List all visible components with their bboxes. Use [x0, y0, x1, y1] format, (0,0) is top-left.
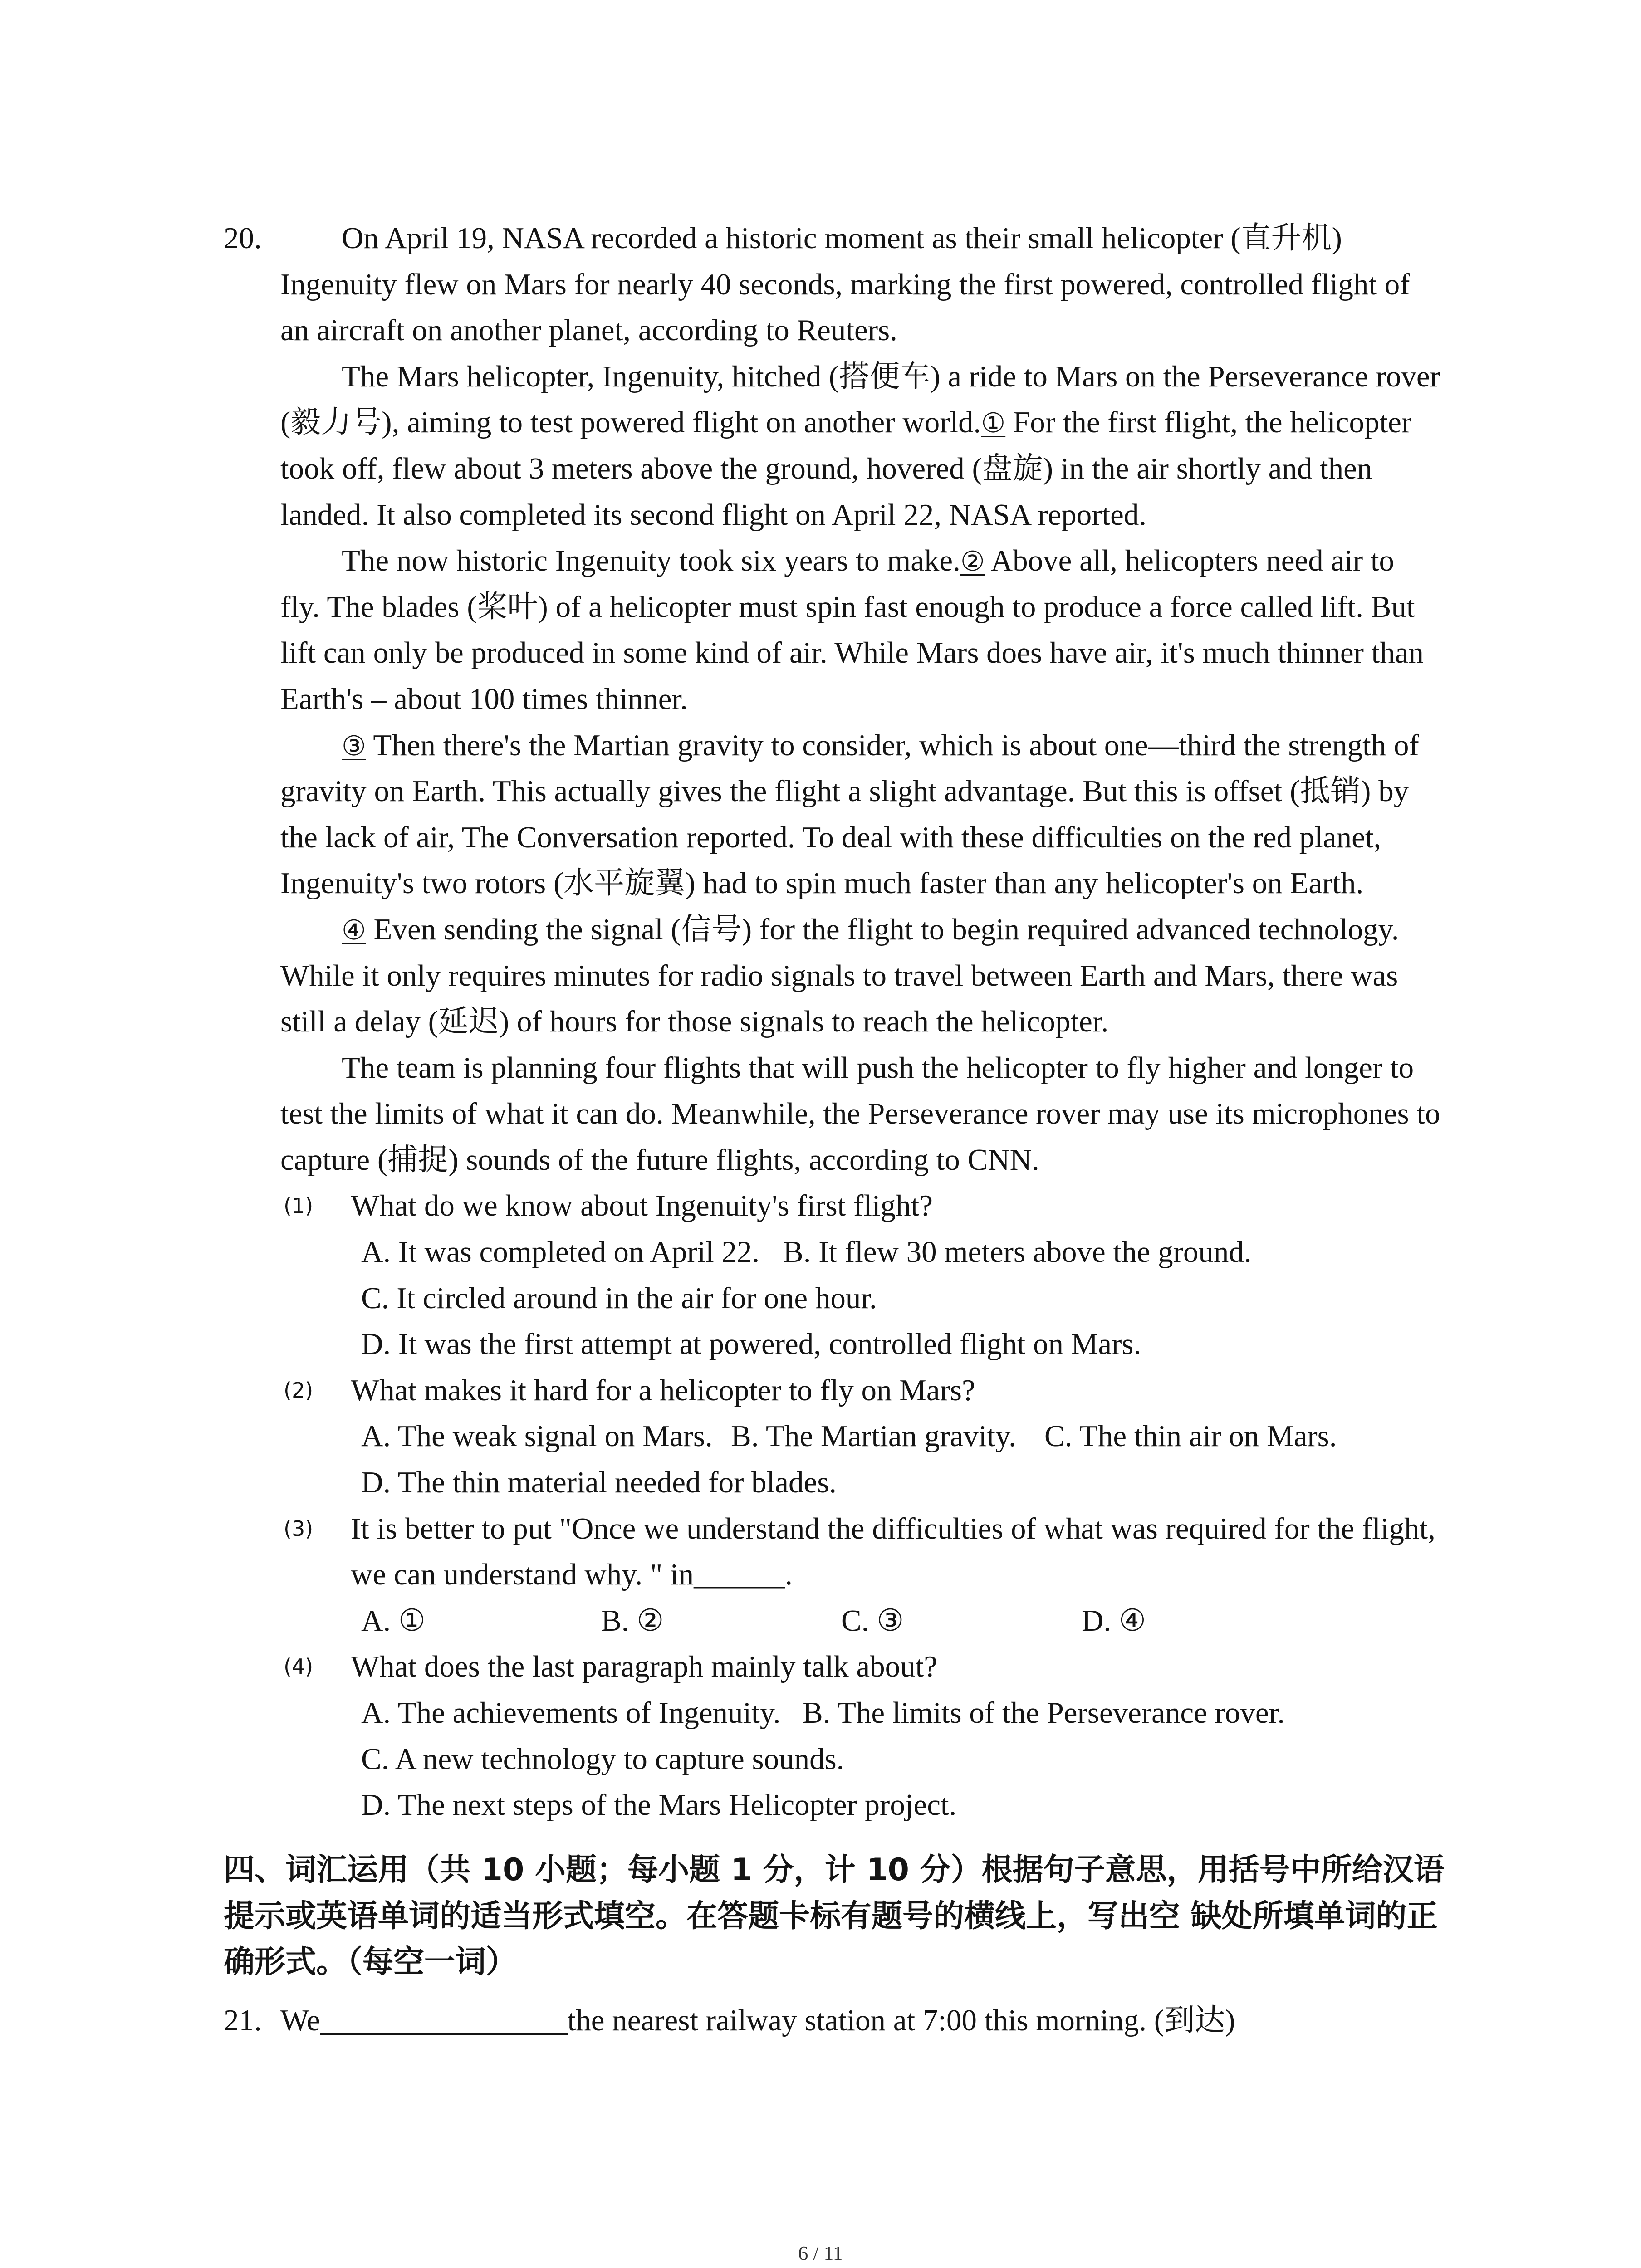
option-c: C. It circled around in the air for one hour. [361, 1281, 877, 1315]
passage-line [0, 1137, 1641, 1183]
question-number: 20. [224, 221, 262, 255]
option-row [0, 1598, 1641, 1644]
passage-line [0, 492, 1641, 538]
passage-text: Ingenuity's two rotors (水平旋翼) had to spin much faster than any helicopter's on Earth. [280, 866, 1364, 900]
question-number: 21. [224, 2004, 262, 2037]
option-a: A. It was completed on April 22. [361, 1235, 760, 1269]
blank-marker-1: ① [981, 407, 1006, 440]
option-c: C. The thin air on Mars. [1044, 1419, 1337, 1453]
passage-line [0, 768, 1641, 815]
passage-text: test the limits of what it can do. Meanwhile, the Perseverance rover may use its microphones to [280, 1097, 1440, 1131]
passage-line [0, 584, 1641, 631]
passage-text: lift can only be produced in some kind of air. While Mars does have air, it's much thinner than [280, 636, 1424, 670]
question-20 [0, 215, 1641, 1828]
passage-segment: For the first flight, the helicopter [1005, 406, 1412, 440]
passage-text: gravity on Earth. This actually gives the flight a slight advantage. But this is offset (抵销) by [280, 774, 1409, 808]
passage-text: fly. The blades (桨叶) of a helicopter must spin fast enough to produce a force called lift. But [280, 590, 1415, 624]
subquestion-text: What does the last paragraph mainly talk about? [351, 1650, 938, 1684]
subquestion-text: It is better to put "Once we understand the difficulties of what was required for the flight, [351, 1511, 1435, 1545]
passage-text: While it only requires minutes for radio signals to travel between Earth and Mars, there was [280, 958, 1398, 992]
passage-segment: Above all, helicopters need air to [985, 544, 1395, 578]
heading-text: 确形式。（每空一词） [224, 1944, 517, 1980]
passage-line [0, 1045, 1641, 1091]
passage-segment: Then there's the Martian gravity to consider, which is about one—third the strength of [366, 728, 1419, 762]
passage-text: Earth's – about 100 times thinner. [280, 682, 688, 716]
option-d: D. The thin material needed for blades. [361, 1466, 837, 1500]
option-b: B. The Martian gravity. [731, 1419, 1016, 1453]
option-a: A. The weak signal on Mars. [361, 1419, 713, 1453]
page-number: 6 / 11 [798, 2242, 843, 2264]
question-segment: We [280, 2004, 320, 2037]
option-d: D. It was the first attempt at powered, controlled flight on Mars. [361, 1327, 1141, 1361]
passage-line [0, 538, 1641, 584]
subquestion-4-stem [0, 1644, 1641, 1690]
option-a: A. ① [361, 1603, 426, 1637]
option-d: D. ④ [1082, 1603, 1146, 1637]
passage-text: took off, flew about 3 meters above the ground, hovered (盘旋) in the air shortly and then [280, 451, 1372, 485]
option-row [0, 1690, 1641, 1736]
passage-segment: (毅力号), aiming to test powered flight on another world. [280, 406, 981, 440]
option-row [0, 1413, 1641, 1460]
passage-text: landed. It also completed its second flight on April 22, NASA reported. [280, 498, 1147, 532]
passage-line [0, 676, 1641, 723]
subquestion-3-stem [0, 1506, 1641, 1552]
passage-text: Ingenuity flew on Mars for nearly 40 seconds, marking the first powered, controlled flight of [280, 267, 1410, 301]
option-row [0, 1782, 1641, 1828]
heading-line [0, 1847, 1641, 1893]
heading-text: 提示或英语单词的适当形式填空。在答题卡标有题号的横线上，写出空 缺处所填单词的正 [224, 1898, 1438, 1934]
passage-segment: Even sending the signal (信号) for the flight to begin required advanced technology. [366, 912, 1399, 946]
passage-text: The Mars helicopter, Ingenuity, hitched (搭便车) a ride to Mars on the Perseverance rover [342, 359, 1440, 393]
option-row [0, 1276, 1641, 1322]
blank-marker-3: ③ [342, 730, 366, 762]
option-b: B. ② [601, 1603, 664, 1637]
option-b: B. It flew 30 meters above the ground. [783, 1235, 1252, 1269]
passage-line [0, 953, 1641, 999]
question-text [280, 1998, 1235, 2044]
passage-line [0, 860, 1641, 907]
passage-segment: The now historic Ingenuity took six years to make. [342, 544, 960, 578]
passage-text: On April 19, NASA recorded a historic moment as their small helicopter (直升机) [342, 221, 1342, 255]
passage-line [0, 723, 1641, 769]
option-row [0, 1736, 1641, 1783]
option-row [0, 1321, 1641, 1368]
passage-text: capture (捕捉) sounds of the future flights, according to CNN. [280, 1143, 1039, 1177]
passage-line [0, 815, 1641, 861]
heading-line [0, 1939, 1641, 1985]
heading-line [0, 1893, 1641, 1940]
passage-line [0, 215, 1641, 262]
subquestion-3-stem-continued [0, 1552, 1641, 1598]
passage-text: an aircraft on another planet, according to Reuters. [280, 313, 897, 347]
passage-line [0, 1091, 1641, 1137]
subquestion-label: (3) [284, 1516, 314, 1541]
passage-text [342, 723, 1419, 770]
subquestion-label: (2) [284, 1378, 314, 1403]
passage-line [0, 400, 1641, 446]
option-d: D. The next steps of the Mars Helicopter project. [361, 1788, 957, 1822]
subquestion-2-stem [0, 1368, 1641, 1414]
option-c: C. A new technology to capture sounds. [361, 1742, 844, 1776]
passage-line [0, 630, 1641, 676]
option-a: A. The achievements of Ingenuity. [361, 1696, 781, 1730]
option-row [0, 1229, 1641, 1276]
passage-text: still a delay (延迟) of hours for those signals to reach the helicopter. [280, 1005, 1109, 1039]
passage-text: The team is planning four flights that will push the helicopter to fly higher and longer to [342, 1051, 1414, 1085]
subquestion-text: What do we know about Ingenuity's first flight? [351, 1189, 933, 1223]
passage-line [0, 446, 1641, 492]
option-row [0, 1460, 1641, 1506]
option-b: B. The limits of the Perseverance rover. [803, 1696, 1285, 1730]
answer-blank [320, 2033, 568, 2035]
subquestion-text: What makes it hard for a helicopter to fly on Mars? [351, 1373, 975, 1407]
subquestion-label: (1) [284, 1193, 314, 1218]
blank-marker-4: ④ [342, 914, 366, 946]
question-21 [0, 1998, 1641, 2044]
subquestion-text: we can understand why. " in______. [351, 1558, 793, 1592]
passage-text [342, 907, 1399, 954]
question-segment: the nearest railway station at 7:00 this morning. (到达) [567, 2004, 1235, 2037]
blank-marker-2: ② [960, 546, 985, 578]
passage-line [0, 907, 1641, 953]
question-line [0, 1998, 1641, 2044]
passage-text [342, 538, 1394, 585]
option-c: C. ③ [841, 1603, 904, 1637]
passage-line [0, 262, 1641, 308]
subquestion-1-stem [0, 1183, 1641, 1229]
passage-line [0, 999, 1641, 1045]
section-heading [0, 1847, 1641, 1985]
passage-line [0, 354, 1641, 400]
passage-line [0, 308, 1641, 354]
passage-text [280, 400, 1411, 447]
passage-text: the lack of air, The Conversation reported. To deal with these difficulties on the red planet, [280, 820, 1381, 854]
subquestion-label: (4) [284, 1654, 314, 1679]
heading-text: 四、词汇运用（共 10 小题；每小题 1 分，计 10 分）根据句子意思，用括号中所给汉语 [224, 1852, 1445, 1888]
